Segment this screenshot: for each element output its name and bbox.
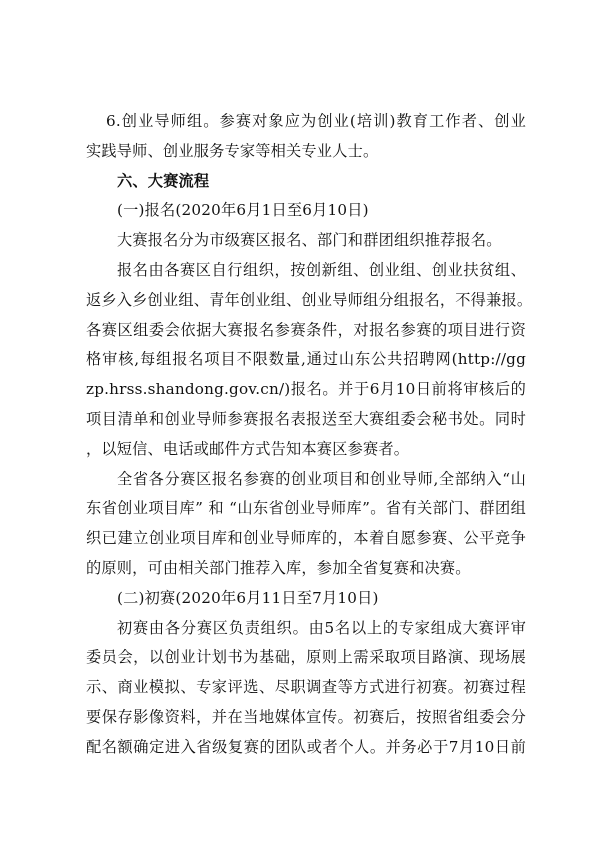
text-line: 示、商业模拟、专家评选、尽职调查等方式进行初赛。初赛过程 [86,678,526,697]
text-line: 6.创业导师组。参赛对象应为创业(培训)教育工作者、创业 [106,112,526,130]
text-line: 配名额确定进入省级复赛的团队或者个人。并务必于7月10日前 [86,737,526,756]
text-line: zp.hrss.shandong.gov.cn/)报名。并于6月10日前将审核后的 [86,380,526,399]
paragraph-preliminary-round [86,614,526,763]
subsection-heading-registration: (一)报名(2020年6月1日至6月10日) [117,201,369,220]
text-line: 东省创业项目库” 和 “山东省创业导师库”。省有关部门、群团组 [86,499,526,518]
text-line: 初赛由各分赛区负责组织。由5名以上的专家组成大赛评审 [117,618,526,637]
text-line: 全省各分赛区报名参赛的创业项目和创业导师,全部纳入“山 [117,469,526,488]
text-line: 织已建立创业项目库和创业导师库的，本着自愿参赛、公平竞争 [86,529,526,548]
text-line: 实践导师、创业服务专家等相关专业人士。 [86,141,379,160]
paragraph-project-library [86,465,526,584]
text-line: 格审核,每组报名项目不限数量,通过山东公共招聘网(http://gg [86,350,526,369]
text-line: 委员会，以创业计划书为基础，原则上需采取项目路演、现场展 [86,648,526,667]
text-line: 报名由各赛区自行组织，按创新组、创业组、创业扶贫组、 [117,260,526,279]
document-page [86,107,533,763]
section-heading: 六、大赛流程 [117,171,210,190]
subsection-heading-preliminary: (二)初赛(2020年6月11日至7月10日) [117,588,379,607]
text-line: ，以短信、电话或邮件方式告知本赛区参赛者。 [86,439,410,458]
text-line: 要保存影像资料，并在当地媒体宣传。初赛后，按照省组委会分 [86,707,526,726]
paragraph-creation-mentor-group [86,107,526,167]
paragraph-registration-process [86,256,533,465]
text-line: 各赛区组委会依据大赛报名参赛条件，对报名参赛的项目进行资 [86,320,526,339]
text-line: 项目清单和创业导师参赛报名表报送至大赛组委会秘书处。同时 [86,409,526,428]
paragraph-registration-types: 大赛报名分为市级赛区报名、部门和群团组织推荐报名。 [117,231,502,250]
text-line: 的原则，可由相关部门推荐入库，参加全省复赛和决赛。 [86,558,471,577]
text-line: 返乡入乡创业组、青年创业组、创业导师组分组报名，不得兼报。 [86,290,533,309]
